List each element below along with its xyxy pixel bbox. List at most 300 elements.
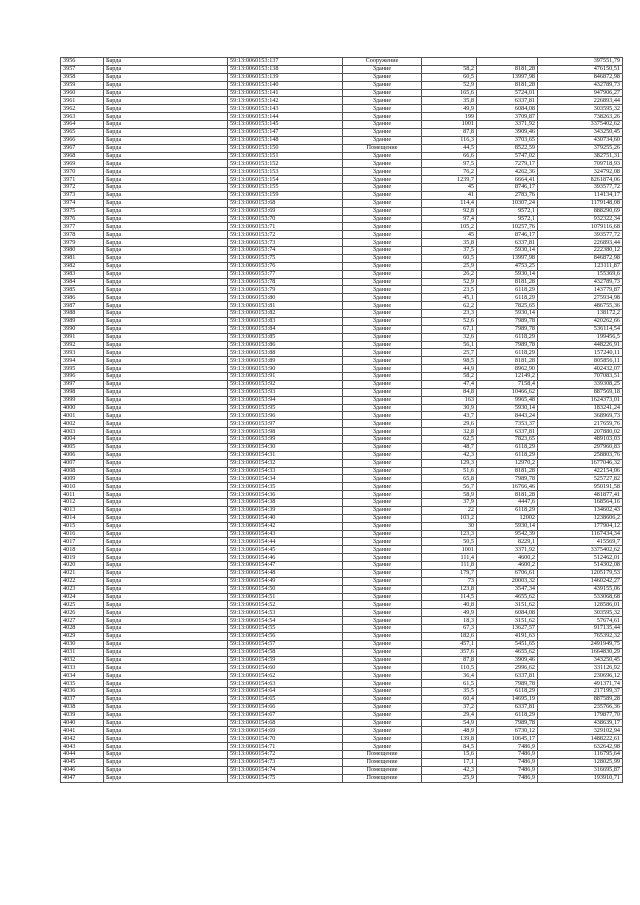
cell-unit-value: 13997,98 [477, 73, 538, 81]
table-row [61, 758, 623, 766]
cell-unit-value: 5930,14 [477, 404, 538, 412]
cell-locality: Барда [104, 648, 228, 656]
cell-area: 92,8 [422, 207, 477, 215]
cell-cadastral-value: 1079116,68 [538, 223, 623, 231]
cell-object-type: Здание [343, 349, 422, 357]
cell-cadastral-number: 59:13:0060154:59 [228, 656, 343, 664]
cell-area: 25,9 [422, 774, 477, 782]
cell-area: 36,4 [422, 672, 477, 680]
cell-unit-value: 3709,87 [477, 113, 538, 121]
cell-object-type: Помещение [343, 758, 422, 766]
cell-cadastral-number: 59:13:0060154:70 [228, 735, 343, 743]
cell-locality: Барда [104, 262, 228, 270]
table-row [61, 475, 623, 483]
cell-area: 1001 [422, 121, 477, 129]
cell-cadastral-number: 59:13:0060153:147 [228, 128, 343, 136]
cell-cadastral-number: 59:13:0060153:152 [228, 160, 343, 168]
cell-locality: Барда [104, 65, 228, 73]
cell-object-type: Здание [343, 569, 422, 577]
cell-object-type: Здание [343, 491, 422, 499]
cell-row-number: 4023 [61, 585, 104, 593]
cell-object-type: Здание [343, 522, 422, 530]
cell-area: 357,6 [422, 648, 477, 656]
cell-area: 114,4 [422, 199, 477, 207]
cell-area: 52,9 [422, 278, 477, 286]
cell-area: 30 [422, 522, 477, 530]
table-row [61, 593, 623, 601]
cell-cadastral-number: 59:13:0060153:96 [228, 412, 343, 420]
cell-unit-value: 8181,28 [477, 81, 538, 89]
cell-cadastral-value: 887589,28 [538, 695, 623, 703]
cell-cadastral-value: 155369,6 [538, 270, 623, 278]
table-row [61, 97, 623, 105]
cell-object-type: Здание [343, 640, 422, 648]
table-row [61, 428, 623, 436]
cell-row-number: 4002 [61, 420, 104, 428]
cell-cadastral-value: 846872,98 [538, 73, 623, 81]
table-row [61, 136, 623, 144]
cell-object-type: Здание [343, 585, 422, 593]
cell-cadastral-number: 59:13:0060154:43 [228, 530, 343, 538]
cell-cadastral-value: 476150,51 [538, 65, 623, 73]
cell-cadastral-number: 59:13:0060154:44 [228, 538, 343, 546]
table-row [61, 365, 623, 373]
cell-unit-value: 10645,17 [477, 735, 538, 743]
cell-cadastral-value: 709718,93 [538, 160, 623, 168]
table-row [61, 751, 623, 759]
cell-cadastral-value: 217199,37 [538, 688, 623, 696]
table-row [61, 373, 623, 381]
cell-area: 58,2 [422, 65, 477, 73]
cell-row-number: 4039 [61, 711, 104, 719]
cell-object-type: Здание [343, 113, 422, 121]
cell-object-type: Здание [343, 617, 422, 625]
cell-row-number: 4029 [61, 632, 104, 640]
cell-cadastral-number: 59:13:0060153:94 [228, 396, 343, 404]
cell-unit-value: 7486,9 [477, 758, 538, 766]
table-row [61, 538, 623, 546]
table-row [61, 325, 623, 333]
cell-cadastral-number: 59:13:0060154:75 [228, 774, 343, 782]
table-row [61, 499, 623, 507]
table-row [61, 766, 623, 774]
cell-object-type: Здание [343, 176, 422, 184]
cell-object-type: Помещение [343, 751, 422, 759]
table-row [61, 459, 623, 467]
cell-object-type: Здание [343, 81, 422, 89]
cell-row-number: 3957 [61, 65, 104, 73]
cell-locality: Барда [104, 270, 228, 278]
cell-cadastral-value: 888290,69 [538, 207, 623, 215]
cell-locality: Барда [104, 357, 228, 365]
table-row [61, 223, 623, 231]
table-row [61, 719, 623, 727]
cell-unit-value: 3151,62 [477, 617, 538, 625]
cell-row-number: 4019 [61, 554, 104, 562]
cell-row-number: 4041 [61, 727, 104, 735]
property-table [60, 57, 623, 783]
cell-object-type: Здание [343, 231, 422, 239]
cell-unit-value: 8229,1 [477, 538, 538, 546]
cell-cadastral-value: 177904,12 [538, 522, 623, 530]
cell-row-number: 4038 [61, 703, 104, 711]
cell-cadastral-value: 632642,98 [538, 743, 623, 751]
cell-area: 199 [422, 113, 477, 121]
cell-row-number: 4043 [61, 743, 104, 751]
cell-row-number: 4036 [61, 688, 104, 696]
cell-cadastral-number: 59:13:0060153:153 [228, 168, 343, 176]
cell-area: 129,3 [422, 459, 477, 467]
cell-locality: Барда [104, 286, 228, 294]
cell-unit-value [477, 58, 538, 66]
cell-row-number: 4012 [61, 499, 104, 507]
cell-unit-value: 5930,14 [477, 270, 538, 278]
cell-locality: Барда [104, 404, 228, 412]
cell-row-number: 3960 [61, 89, 104, 97]
cell-unit-value: 9542,39 [477, 530, 538, 538]
cell-area: 48,7 [422, 443, 477, 451]
cell-object-type: Здание [343, 428, 422, 436]
table-row [61, 774, 623, 782]
cell-cadastral-value: 491371,74 [538, 680, 623, 688]
table-row [61, 294, 623, 302]
cell-cadastral-number: 59:13:0060154:63 [228, 680, 343, 688]
cell-cadastral-number: 59:13:0060154:52 [228, 601, 343, 609]
table-row [61, 680, 623, 688]
cell-cadastral-number: 59:13:0060154:65 [228, 695, 343, 703]
cell-object-type: Здание [343, 688, 422, 696]
cell-row-number: 4018 [61, 546, 104, 554]
cell-locality: Барда [104, 617, 228, 625]
cell-unit-value: 7989,78 [477, 317, 538, 325]
cell-locality: Барда [104, 459, 228, 467]
cell-cadastral-number: 59:13:0060154:38 [228, 499, 343, 507]
cell-unit-value: 14695,19 [477, 695, 538, 703]
cell-cadastral-value: 114134,17 [538, 191, 623, 199]
table-row [61, 711, 623, 719]
table-row [61, 270, 623, 278]
cell-cadastral-value: 8261874,06 [538, 176, 623, 184]
cell-object-type: Здание [343, 396, 422, 404]
cell-object-type: Здание [343, 735, 422, 743]
cell-cadastral-value: 134602,43 [538, 506, 623, 514]
cell-row-number: 4024 [61, 593, 104, 601]
cell-unit-value: 7989,78 [477, 475, 538, 483]
table-row [61, 388, 623, 396]
cell-locality: Барда [104, 538, 228, 546]
cell-locality: Барда [104, 443, 228, 451]
cell-cadastral-value: 235766,36 [538, 703, 623, 711]
cell-cadastral-number: 59:13:0060153:78 [228, 278, 343, 286]
cell-cadastral-number: 59:13:0060154:72 [228, 751, 343, 759]
cell-cadastral-value: 430734,60 [538, 136, 623, 144]
cell-unit-value: 10257,76 [477, 223, 538, 231]
cell-locality: Барда [104, 105, 228, 113]
cell-area: 45 [422, 231, 477, 239]
cell-area: 116,3 [422, 136, 477, 144]
cell-unit-value: 6337,81 [477, 97, 538, 105]
cell-locality: Барда [104, 184, 228, 192]
cell-locality: Барда [104, 199, 228, 207]
cell-unit-value: 6337,81 [477, 239, 538, 247]
cell-cadastral-value: 324792,08 [538, 168, 623, 176]
cell-area: 32,8 [422, 428, 477, 436]
cell-row-number: 3977 [61, 223, 104, 231]
cell-unit-value: 9965,48 [477, 396, 538, 404]
cell-cadastral-value: 486755,36 [538, 302, 623, 310]
table-row [61, 349, 623, 357]
cell-unit-value: 6118,29 [477, 443, 538, 451]
cell-locality: Барда [104, 703, 228, 711]
cell-locality: Барда [104, 128, 228, 136]
cell-cadastral-value: 3375402,62 [538, 546, 623, 554]
table-row [61, 554, 623, 562]
cell-area: 67,3 [422, 625, 477, 633]
cell-cadastral-number: 59:13:0060153:141 [228, 89, 343, 97]
cell-locality: Барда [104, 302, 228, 310]
cell-cadastral-value: 297960,83 [538, 443, 623, 451]
table-row [61, 184, 623, 192]
cell-object-type: Здание [343, 97, 422, 105]
cell-area: 97,4 [422, 215, 477, 223]
cell-cadastral-value: 1179148,08 [538, 199, 623, 207]
cell-locality: Барда [104, 97, 228, 105]
cell-row-number: 4047 [61, 774, 104, 782]
cell-locality: Барда [104, 743, 228, 751]
cell-cadastral-number: 59:13:0060153:86 [228, 341, 343, 349]
cell-cadastral-number: 59:13:0060153:93 [228, 388, 343, 396]
cell-cadastral-value: 1238606,2 [538, 514, 623, 522]
cell-cadastral-value: 222380,12 [538, 247, 623, 255]
cell-row-number: 4008 [61, 467, 104, 475]
cell-area: 35,8 [422, 239, 477, 247]
cell-cadastral-value: 368969,73 [538, 412, 623, 420]
cell-area: 15,6 [422, 751, 477, 759]
table-row [61, 514, 623, 522]
cell-unit-value: 2996,62 [477, 664, 538, 672]
table-row [61, 58, 623, 66]
cell-cadastral-value: 805856,11 [538, 357, 623, 365]
cell-unit-value: 9572,1 [477, 215, 538, 223]
cell-cadastral-number: 59:13:0060154:39 [228, 506, 343, 514]
cell-area: 26,2 [422, 270, 477, 278]
cell-unit-value: 8181,28 [477, 65, 538, 73]
cell-unit-value: 3909,46 [477, 128, 538, 136]
cell-area: 87,8 [422, 656, 477, 664]
cell-unit-value: 3371,92 [477, 121, 538, 129]
cell-unit-value: 6118,29 [477, 711, 538, 719]
cell-area: 56,7 [422, 483, 477, 491]
cell-row-number: 4045 [61, 758, 104, 766]
cell-area: 50,5 [422, 538, 477, 546]
cell-row-number: 3956 [61, 58, 104, 66]
cell-cadastral-value: 183241,24 [538, 404, 623, 412]
cell-cadastral-number: 59:13:0060153:72 [228, 231, 343, 239]
cell-cadastral-number: 59:13:0060154:32 [228, 459, 343, 467]
cell-row-number: 4017 [61, 538, 104, 546]
cell-area: 61,5 [422, 680, 477, 688]
cell-locality: Барда [104, 711, 228, 719]
cell-unit-value: 3151,62 [477, 601, 538, 609]
cell-area: 29,6 [422, 420, 477, 428]
cell-cadastral-value: 303595,32 [538, 105, 623, 113]
cell-locality: Барда [104, 317, 228, 325]
cell-locality: Барда [104, 680, 228, 688]
table-row [61, 239, 623, 247]
cell-object-type: Здание [343, 412, 422, 420]
cell-locality: Барда [104, 451, 228, 459]
cell-cadastral-number: 59:13:0060153:145 [228, 121, 343, 129]
cell-unit-value: 3371,92 [477, 546, 538, 554]
cell-locality: Барда [104, 412, 228, 420]
cell-cadastral-number: 59:13:0060153:142 [228, 97, 343, 105]
table-row [61, 703, 623, 711]
cell-cadastral-value: 438639,17 [538, 719, 623, 727]
cell-cadastral-number: 59:13:0060153:90 [228, 365, 343, 373]
cell-object-type: Здание [343, 562, 422, 570]
cell-object-type: Здание [343, 436, 422, 444]
cell-cadastral-number: 59:13:0060153:143 [228, 105, 343, 113]
cell-locality: Барда [104, 585, 228, 593]
cell-cadastral-number: 59:13:0060154:56 [228, 632, 343, 640]
cell-cadastral-number: 59:13:0060153:95 [228, 404, 343, 412]
cell-locality: Барда [104, 506, 228, 514]
cell-cadastral-value: 536114,54 [538, 325, 623, 333]
cell-cadastral-number: 59:13:0060154:49 [228, 577, 343, 585]
cell-cadastral-value: 199456,5 [538, 333, 623, 341]
cell-cadastral-value: 143779,87 [538, 286, 623, 294]
cell-area [422, 58, 477, 66]
cell-cadastral-number: 59:13:0060154:46 [228, 554, 343, 562]
table-row [61, 491, 623, 499]
cell-row-number: 4011 [61, 491, 104, 499]
table-row [61, 688, 623, 696]
table-row [61, 207, 623, 215]
cell-area: 179,7 [422, 569, 477, 577]
cell-cadastral-value: 422154,06 [538, 467, 623, 475]
cell-cadastral-value: 432789,73 [538, 81, 623, 89]
cell-area: 35,5 [422, 688, 477, 696]
cell-area: 65,8 [422, 475, 477, 483]
cell-locality: Барда [104, 688, 228, 696]
cell-object-type: Здание [343, 278, 422, 286]
cell-locality: Барда [104, 191, 228, 199]
cell-cadastral-number: 59:13:0060154:74 [228, 766, 343, 774]
cell-row-number: 4042 [61, 735, 104, 743]
cell-unit-value: 9572,1 [477, 207, 538, 215]
cell-cadastral-number: 59:13:0060154:31 [228, 451, 343, 459]
cell-cadastral-number: 59:13:0060153:92 [228, 380, 343, 388]
cell-unit-value: 4447,6 [477, 499, 538, 507]
cell-cadastral-number: 59:13:0060153:151 [228, 152, 343, 160]
cell-unit-value: 8181,28 [477, 357, 538, 365]
cell-row-number: 4046 [61, 766, 104, 774]
cell-cadastral-value: 2491949,75 [538, 640, 623, 648]
cell-unit-value: 12002 [477, 514, 538, 522]
cell-locality: Барда [104, 333, 228, 341]
cell-area: 165,6 [422, 89, 477, 97]
cell-cadastral-number: 59:13:0060154:45 [228, 546, 343, 554]
cell-locality: Барда [104, 428, 228, 436]
cell-cadastral-number: 59:13:0060154:36 [228, 491, 343, 499]
cell-unit-value: 8746,17 [477, 231, 538, 239]
cell-locality: Барда [104, 569, 228, 577]
cell-cadastral-value: 157240,11 [538, 349, 623, 357]
cell-area: 32,6 [422, 333, 477, 341]
table-row [61, 648, 623, 656]
cell-locality: Барда [104, 365, 228, 373]
cell-cadastral-value: 917135,44 [538, 625, 623, 633]
table-row [61, 160, 623, 168]
table-row [61, 89, 623, 97]
cell-row-number: 3995 [61, 365, 104, 373]
cell-area: 23,5 [422, 286, 477, 294]
cell-row-number: 3961 [61, 97, 104, 105]
cell-area: 84,5 [422, 743, 477, 751]
cell-cadastral-value: 393577,72 [538, 184, 623, 192]
cell-locality: Барда [104, 325, 228, 333]
cell-object-type: Здание [343, 294, 422, 302]
cell-cadastral-value: 343250,45 [538, 128, 623, 136]
cell-cadastral-value: 489103,03 [538, 436, 623, 444]
cell-cadastral-number: 59:13:0060153:98 [228, 428, 343, 436]
cell-cadastral-value: 329102,94 [538, 727, 623, 735]
table-row [61, 632, 623, 640]
cell-cadastral-value: 448226,91 [538, 341, 623, 349]
cell-area: 47,4 [422, 380, 477, 388]
cell-unit-value: 6664,41 [477, 176, 538, 184]
cell-object-type: Здание [343, 451, 422, 459]
table-row [61, 380, 623, 388]
cell-object-type: Здание [343, 609, 422, 617]
table-row [61, 609, 623, 617]
cell-cadastral-value: 932322,34 [538, 215, 623, 223]
cell-locality: Барда [104, 562, 228, 570]
cell-object-type: Помещение [343, 144, 422, 152]
cell-unit-value: 7486,9 [477, 774, 538, 782]
cell-object-type: Здание [343, 443, 422, 451]
cell-locality: Барда [104, 530, 228, 538]
cell-object-type: Здание [343, 743, 422, 751]
cell-row-number: 4021 [61, 569, 104, 577]
cell-unit-value: 4600,2 [477, 554, 538, 562]
cell-unit-value: 6084,08 [477, 105, 538, 113]
table-row [61, 656, 623, 664]
table-row [61, 73, 623, 81]
cell-area: 84,8 [422, 388, 477, 396]
cell-unit-value: 6118,29 [477, 688, 538, 696]
cell-unit-value: 3909,46 [477, 656, 538, 664]
cell-area: 30,9 [422, 404, 477, 412]
cell-cadastral-value: 128586,01 [538, 601, 623, 609]
cell-unit-value: 2783,76 [477, 191, 538, 199]
cell-area: 66,6 [422, 152, 477, 160]
cell-area: 103,2 [422, 514, 477, 522]
cell-cadastral-value: 57674,61 [538, 617, 623, 625]
table-row [61, 128, 623, 136]
cell-cadastral-number: 59:13:0060153:148 [228, 136, 343, 144]
cell-object-type: Здание [343, 601, 422, 609]
cell-object-type: Здание [343, 625, 422, 633]
cell-object-type: Здание [343, 404, 422, 412]
cell-locality: Барда [104, 593, 228, 601]
cell-unit-value: 8522,59 [477, 144, 538, 152]
cell-cadastral-value: 331126,92 [538, 664, 623, 672]
table-row [61, 585, 623, 593]
cell-cadastral-value: 275934,98 [538, 294, 623, 302]
table-row [61, 317, 623, 325]
cell-area: 44,9 [422, 365, 477, 373]
